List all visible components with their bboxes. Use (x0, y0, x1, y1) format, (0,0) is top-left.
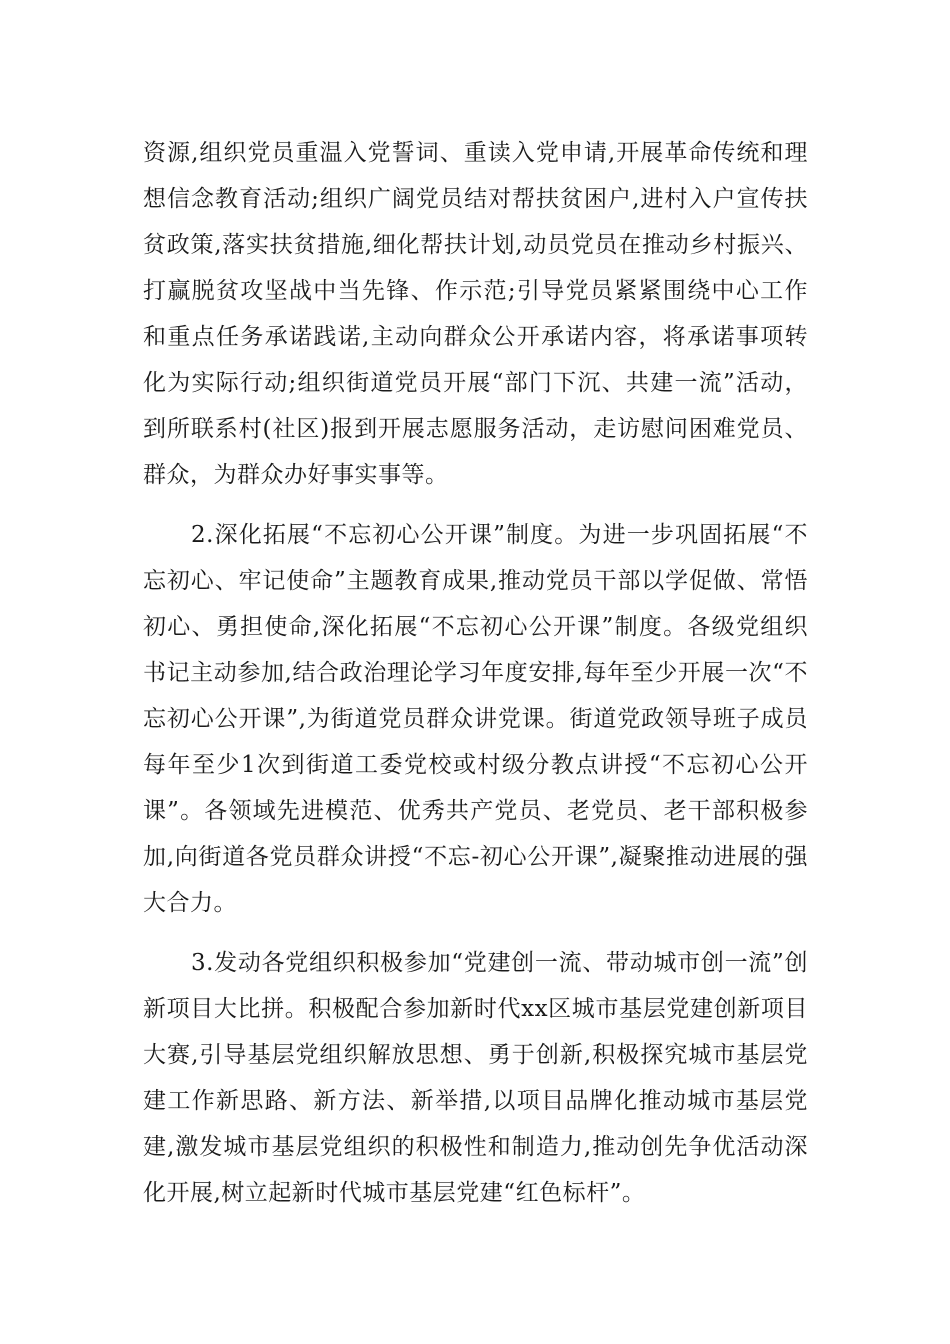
document-body (143, 130, 808, 1230)
paragraph-item-3: 3.发动各党组织积极参加“党建创一流、带动城市创一流”创新项目大比拼。积极配合参加新时代xx区城市基层党建创新项目大赛,引导基层党组织解放思想、勇于创新,积极探究城市基层党建工作新思路、新方法、新举措,以项目品牌化推动城市基层党建,激发城市基层党组织的积极性和制造力,推动创先争优活动深化开展,树立起新时代城市基层党建“红色标杆”。 (143, 950, 808, 1206)
paragraph-item-2: 2.深化拓展“不忘初心公开课”制度。为进一步巩固拓展“不忘初心、牢记使命”主题教育成果,推动党员干部以学促做、常悟初心、勇担使命,深化拓展“不忘初心公开课”制度。各级党组织书记主动参加,结合政治理论学习年度安排,每年至少开展一次“不忘初心公开课”,为街道党员群众讲党课。街道党政领导班子成员每年至少1次到街道工委党校或村级分教点讲授“不忘初心公开课”。各领域先进模范、优秀共产党员、老党员、老干部积极参加,向街道各党员群众讲授“不忘-初心公开课”,凝聚推动进展的强大合力。 (143, 522, 808, 916)
paragraph-continuation: 资源,组织党员重温入党誓词、重读入党申请,开展革命传统和理想信念教育活动;组织广阔党员结对帮扶贫困户,进村入户宣传扶贫政策,落实扶贫措施,细化帮扶计划,动员党员在推动乡村振兴、打赢脱贫攻坚战中当先锋、作示范;引导党员紧紧围绕中心工作和重点任务承诺践诺,主动向群众公开承诺内容，将承诺事项转化为实际行动;组织街道党员开展“部门下沉、共建一流”活动，到所联系村(社区)报到开展志愿服务活动，走访慰问困难党员、群众，为群众办好事实事等。 (143, 140, 808, 488)
